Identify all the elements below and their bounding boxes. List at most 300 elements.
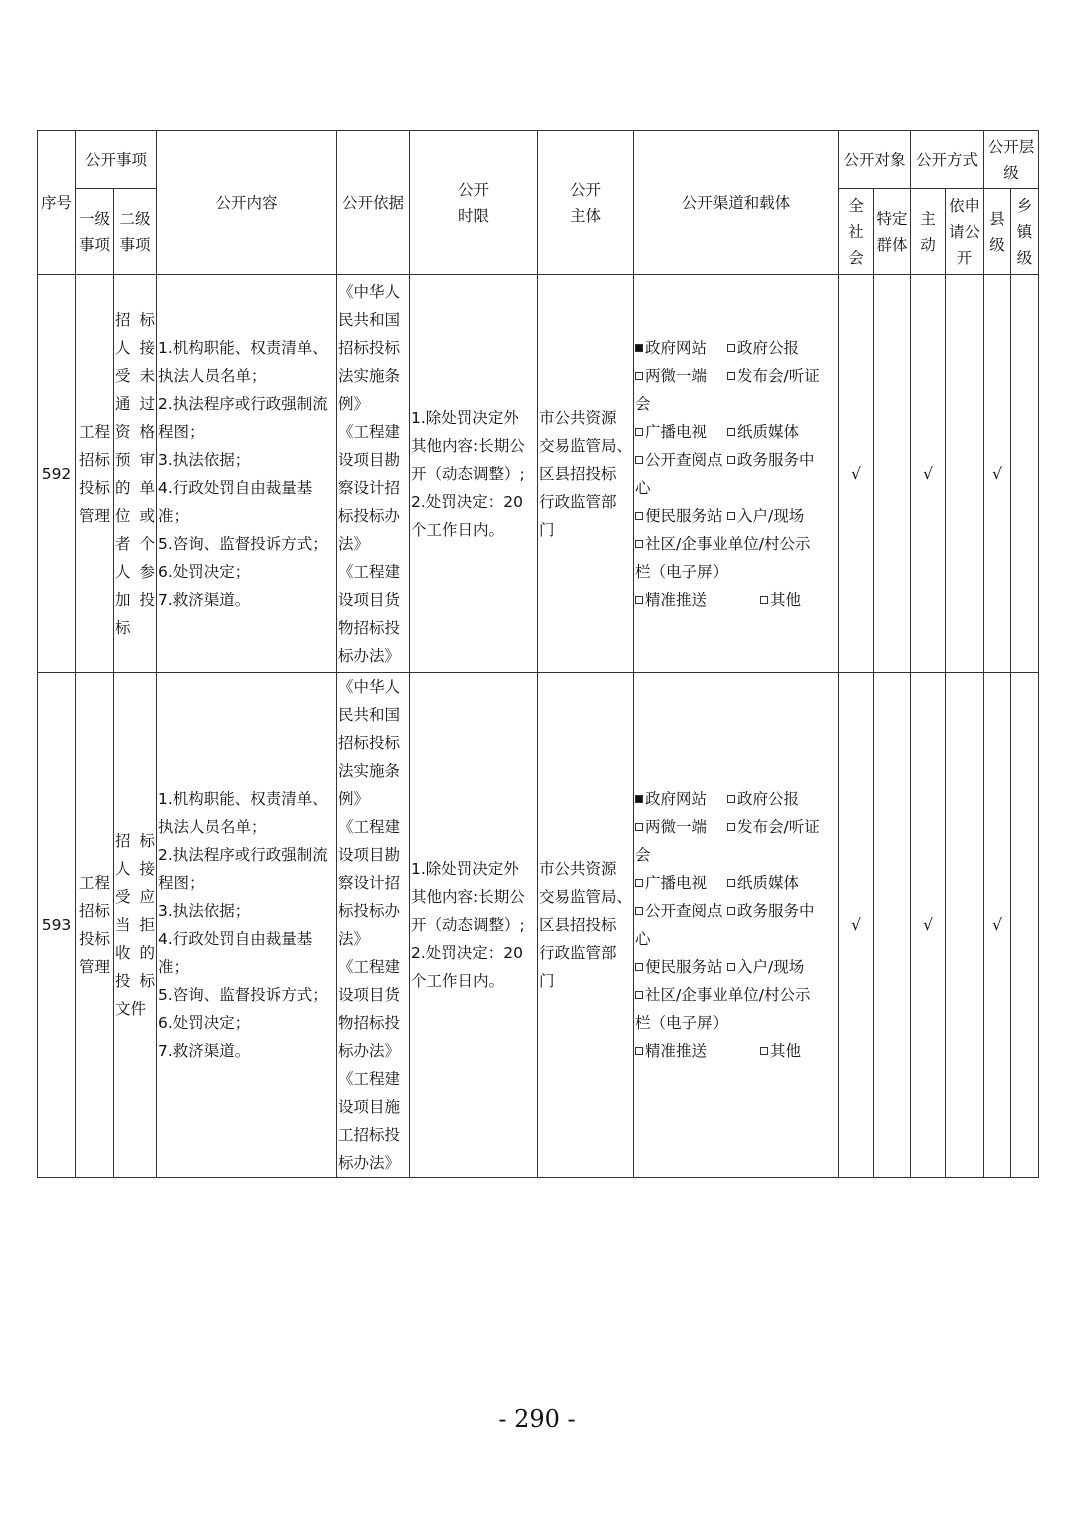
row-level2-char: 拒 <box>139 916 156 934</box>
channel-line <box>635 897 837 925</box>
channel-option-label: 公开查阅点 <box>645 450 723 469</box>
row-content-line: 执法人员名单； <box>158 818 267 836</box>
page-number: - 290 - <box>498 1405 576 1433</box>
channel-option <box>727 897 815 925</box>
header-timelimit <box>410 131 538 275</box>
row-level2-left <box>115 827 147 1023</box>
row-basis-line: 民共和国 <box>338 310 401 329</box>
channel-option <box>635 474 651 502</box>
row-method-apply <box>946 673 984 1178</box>
row-content-line: 2.执法程序或行政强制流 <box>158 394 328 413</box>
channel-option <box>760 1037 801 1065</box>
unchecked-box-icon <box>727 963 735 971</box>
channel-option-label: 心 <box>635 930 651 948</box>
row-level2-char: 人 <box>115 860 131 878</box>
unchecked-box-icon <box>635 596 643 604</box>
row-basis-line: 标办法》 <box>338 1154 401 1172</box>
row-content-line: 程图； <box>158 874 205 892</box>
row-seq: 593 <box>38 673 76 1178</box>
unchecked-box-icon <box>727 512 735 520</box>
row-level2-char: 文件 <box>115 1000 147 1018</box>
channel-option-label: 公开查阅点 <box>645 902 723 920</box>
row-timelimit-line: 开（动态调整）; <box>411 464 525 483</box>
row-basis <box>337 673 410 1178</box>
header-level2-line: 事项 <box>119 235 151 254</box>
row-basis-line: 《工程建 <box>338 1070 401 1088</box>
channel-line <box>635 813 837 841</box>
header-level-line: 级 <box>1003 163 1019 182</box>
row-basis-line: 法实施条 <box>338 366 401 385</box>
header-subject-line: 公开 <box>570 180 602 199</box>
row-timelimit <box>410 275 538 673</box>
header-level-line: 公开层 <box>987 137 1035 156</box>
row-seq: 592 <box>38 275 76 673</box>
row-level2-char: 通 <box>115 394 131 413</box>
row-level1-line: 投标 <box>78 478 110 497</box>
row-basis-line: 《工程建 <box>338 422 401 441</box>
header-target-specific-line: 群体 <box>876 235 908 254</box>
channel-option-label: 社区/企事业单位/村公示 <box>645 986 811 1004</box>
channel-option-label: 广播电视 <box>645 422 708 441</box>
header-channel: 公开渠道和载体 <box>634 131 839 275</box>
channel-option-label: 政府公报 <box>737 790 800 808</box>
row-basis <box>337 275 410 673</box>
channel-option <box>635 334 727 362</box>
channel-option-label: 纸质媒体 <box>737 874 800 892</box>
row-level2-char: 预 <box>115 450 131 469</box>
unchecked-box-icon <box>727 372 735 380</box>
channel-option <box>760 586 801 614</box>
header-timelimit-line: 时限 <box>458 206 490 225</box>
row-target-all: √ <box>839 275 874 673</box>
row-method-apply <box>946 275 984 673</box>
channel-option <box>727 418 799 446</box>
row-level2-columns <box>115 306 155 642</box>
row-channels <box>634 275 839 673</box>
header-target-specific-line: 特定 <box>876 209 908 228</box>
table-row <box>38 673 1039 1178</box>
row-timelimit-line: 其他内容:长期公 <box>411 888 525 906</box>
channel-line <box>635 586 837 614</box>
channel-option-label: 精准推送 <box>645 1042 708 1060</box>
row-level2-char: 的 <box>139 944 156 962</box>
row-content-line: 准； <box>158 506 190 525</box>
row-basis-line: 《工程建 <box>338 958 401 976</box>
unchecked-box-icon <box>727 456 735 464</box>
row-content-line: 6.处罚决定； <box>158 562 251 581</box>
unchecked-box-icon <box>635 963 643 971</box>
row-basis-line: 例》 <box>338 790 370 808</box>
row-basis-line: 察设计招 <box>338 478 401 497</box>
row-basis-line: 《中华人 <box>338 282 401 301</box>
unchecked-box-icon <box>727 795 735 803</box>
row-subject-line: 市公共资源 <box>539 860 617 878</box>
channel-option <box>635 446 727 474</box>
channel-option <box>635 502 727 530</box>
channel-option <box>635 869 727 897</box>
row-content-line: 5.咨询、监督投诉方式； <box>158 986 328 1004</box>
row-basis-line: 法》 <box>338 534 370 553</box>
channel-option <box>635 841 651 869</box>
header-subject <box>538 131 634 275</box>
channel-line <box>635 981 837 1009</box>
row-level-county: √ <box>984 673 1011 1178</box>
channel-option-label: 其他 <box>770 590 802 609</box>
channel-option <box>635 1009 728 1037</box>
row-basis-line: 《中华人 <box>338 678 401 696</box>
channel-option <box>727 869 799 897</box>
row-subject-line: 市公共资源 <box>539 408 617 427</box>
row-level2-columns <box>115 827 155 1023</box>
row-basis-line: 标投标办 <box>338 902 401 920</box>
unchecked-box-icon <box>635 456 643 464</box>
row-level2-right <box>137 306 155 642</box>
row-level2-char: 参 <box>139 562 156 581</box>
row-basis-line: 物招标投 <box>338 1014 401 1032</box>
checked-box-icon <box>635 344 643 352</box>
row-content-line: 2.执法程序或行政强制流 <box>158 846 328 864</box>
channel-option-label: 政务服务中 <box>737 450 815 469</box>
channel-line <box>635 925 837 953</box>
channel-option <box>635 390 651 418</box>
channel-option <box>635 785 727 813</box>
row-level1-line: 招标 <box>78 450 110 469</box>
row-content <box>157 673 337 1178</box>
row-level2-char: 受 <box>115 366 131 385</box>
row-level2-char: 加 <box>115 590 131 609</box>
channel-line <box>635 841 837 869</box>
channel-option <box>635 418 727 446</box>
channel-option-label: 纸质媒体 <box>737 422 800 441</box>
channel-option <box>727 502 804 530</box>
row-level1-line: 招标 <box>78 902 110 920</box>
channel-option-label: 其他 <box>770 1042 802 1060</box>
channel-option-label: 发布会/听证 <box>737 818 820 836</box>
row-timelimit-line: 2.处罚决定：20 <box>411 944 524 962</box>
row-content-line: 1.机构职能、权责清单、 <box>158 338 328 357</box>
row-subject-line: 门 <box>539 520 555 539</box>
row-basis-line: 标办法》 <box>338 1042 401 1060</box>
row-level2-char: 应 <box>139 888 156 906</box>
row-basis-line: 《工程建 <box>338 818 401 836</box>
row-level2-char: 受 <box>115 888 131 906</box>
header-method: 公开方式 <box>911 131 984 189</box>
row-content-line: 准； <box>158 958 190 976</box>
header-level-town-line: 乡 <box>1016 196 1033 215</box>
row-level2 <box>114 673 157 1178</box>
header-level-county <box>984 189 1011 275</box>
row-content-line: 1.机构职能、权责清单、 <box>158 790 328 808</box>
channel-option-label: 栏（电子屏） <box>635 562 729 581</box>
channel-option <box>635 813 727 841</box>
channel-option <box>635 981 810 1009</box>
row-level2-char: 招 <box>115 310 131 329</box>
channel-option-label: 便民服务站 <box>645 506 723 525</box>
channel-option-label: 两微一端 <box>645 818 708 836</box>
row-basis-line: 法实施条 <box>338 762 401 780</box>
row-level1 <box>76 673 114 1178</box>
header-target-all <box>839 189 874 275</box>
channel-line <box>635 1009 837 1037</box>
header-method-apply-line: 开 <box>956 248 973 267</box>
channel-line <box>635 390 837 418</box>
channel-option-label: 会 <box>635 846 651 864</box>
header-method-active-line: 主 <box>920 209 936 228</box>
row-level2-char: 接 <box>139 860 156 878</box>
row-level1 <box>76 275 114 673</box>
row-basis-line: 民共和国 <box>338 706 401 724</box>
channel-option-label: 政务服务中 <box>737 902 815 920</box>
row-level2-right <box>137 827 155 1023</box>
header-target: 公开对象 <box>839 131 911 189</box>
channel-option <box>635 953 727 981</box>
channel-line <box>635 558 837 586</box>
channel-option-label: 会 <box>635 394 651 413</box>
unchecked-box-icon <box>727 879 735 887</box>
row-content <box>157 275 337 673</box>
row-content-line: 3.执法依据； <box>158 902 251 920</box>
row-level2-char: 标 <box>139 832 156 850</box>
row-level1-line: 投标 <box>78 930 110 948</box>
channel-option-label: 政府网站 <box>645 790 708 808</box>
row-basis-line: 法》 <box>338 930 370 948</box>
channel-line <box>635 334 837 362</box>
header-level2-line: 二级 <box>119 209 151 228</box>
channel-option <box>635 530 810 558</box>
row-method-active: √ <box>911 275 946 673</box>
channel-option-label: 社区/企事业单位/村公示 <box>645 534 811 553</box>
unchecked-box-icon <box>727 823 735 831</box>
header-timelimit-line: 公开 <box>458 180 490 199</box>
row-level2-char: 当 <box>115 916 131 934</box>
header-method-apply-line: 请公 <box>949 222 981 241</box>
header-target-all-line: 全 <box>848 196 864 215</box>
channel-line <box>635 953 837 981</box>
row-level2-char: 位 <box>115 506 131 525</box>
row-level2-char: 或 <box>139 506 156 525</box>
row-basis-line: 招标投标 <box>338 734 401 752</box>
row-level2-char: 投 <box>139 590 156 609</box>
row-level2-char: 格 <box>139 422 156 441</box>
channel-option <box>727 334 799 362</box>
row-level2-char: 标 <box>139 310 156 329</box>
channel-option-label: 心 <box>635 478 651 497</box>
header-level-town-line: 镇 <box>1016 222 1033 241</box>
channel-line <box>635 530 837 558</box>
header-content: 公开内容 <box>157 131 337 275</box>
header-target-all-line: 会 <box>848 248 864 267</box>
channel-option <box>635 362 727 390</box>
row-basis-line: 工招标投 <box>338 1126 401 1144</box>
header-subject-line: 主体 <box>570 206 602 225</box>
row-level2-char: 人 <box>115 562 131 581</box>
channel-line <box>635 446 837 474</box>
row-basis-line: 例》 <box>338 394 370 413</box>
row-content-line: 3.执法依据； <box>158 450 251 469</box>
header-level-town <box>1011 189 1039 275</box>
row-basis-line: 物招标投 <box>338 618 401 637</box>
row-level-town <box>1011 275 1039 673</box>
row-timelimit-line: 1.除处罚决定外 <box>411 860 519 878</box>
row-method-active: √ <box>911 673 946 1178</box>
channel-option <box>727 953 804 981</box>
channel-option <box>727 813 820 841</box>
row-level-town <box>1011 673 1039 1178</box>
unchecked-box-icon <box>635 907 643 915</box>
row-content-line: 程图； <box>158 422 205 441</box>
unchecked-box-icon <box>635 428 643 436</box>
unchecked-box-icon <box>635 991 643 999</box>
channel-option-label: 发布会/听证 <box>737 366 820 385</box>
row-timelimit-line: 其他内容:长期公 <box>411 436 525 455</box>
row-level2-char: 投 <box>115 972 131 990</box>
row-subject-line: 门 <box>539 972 555 990</box>
unchecked-box-icon <box>635 512 643 520</box>
channel-line <box>635 869 837 897</box>
row-level2-char: 过 <box>139 394 156 413</box>
row-target-specific <box>874 673 911 1178</box>
unchecked-box-icon <box>635 372 643 380</box>
row-level2-char: 的 <box>115 478 131 497</box>
row-timelimit-line: 个工作日内。 <box>411 972 505 990</box>
row-content-line: 4.行政处罚自由裁量基 <box>158 930 313 948</box>
row-level2-char: 收 <box>115 944 131 962</box>
row-content-line: 7.救济渠道。 <box>158 1042 251 1060</box>
channel-option-label: 便民服务站 <box>645 958 723 976</box>
table-body <box>38 275 1039 1178</box>
row-basis-line: 设项目勘 <box>338 450 401 469</box>
row-subject <box>538 275 634 673</box>
channel-option-label: 广播电视 <box>645 874 708 892</box>
row-content-line: 执法人员名单； <box>158 366 267 385</box>
row-level2-left <box>115 306 137 642</box>
disclosure-table <box>37 130 1039 1178</box>
row-subject-line: 交易监管局、 <box>539 436 633 455</box>
channel-option-label: 政府公报 <box>737 338 800 357</box>
row-basis-line: 设项目货 <box>338 590 401 609</box>
unchecked-box-icon <box>635 1047 643 1055</box>
channel-option <box>635 586 760 614</box>
header-matters: 公开事项 <box>76 131 157 189</box>
channel-option <box>727 362 820 390</box>
header-level1-line: 一级 <box>78 209 110 228</box>
row-basis-line: 设项目货 <box>338 986 401 1004</box>
channel-option <box>635 925 651 953</box>
header-method-apply-line: 依申 <box>949 196 981 215</box>
header-method-active-line: 动 <box>920 235 936 254</box>
row-level2-char: 审 <box>139 450 156 469</box>
channel-option <box>635 1037 760 1065</box>
channel-option-label: 两微一端 <box>645 366 708 385</box>
channel-line <box>635 474 837 502</box>
row-basis-line: 察设计招 <box>338 874 401 892</box>
unchecked-box-icon <box>760 1047 768 1055</box>
row-subject-line: 区县招投标 <box>539 464 617 483</box>
unchecked-box-icon <box>727 344 735 352</box>
channel-option <box>635 897 727 925</box>
row-subject-line: 区县招投标 <box>539 916 617 934</box>
header-level1 <box>76 189 114 275</box>
row-basis-line: 标办法》 <box>338 646 401 665</box>
header-target-all-line: 社 <box>848 222 864 241</box>
unchecked-box-icon <box>727 907 735 915</box>
channel-line <box>635 418 837 446</box>
row-channels <box>634 673 839 1178</box>
row-level2-char: 资 <box>115 422 131 441</box>
row-basis-line: 招标投标 <box>338 338 401 357</box>
channel-option-label: 精准推送 <box>645 590 708 609</box>
channel-option <box>727 785 799 813</box>
row-target-specific <box>874 275 911 673</box>
row-level2-char: 个 <box>139 534 156 553</box>
header-target-specific <box>874 189 911 275</box>
header-level-county-line: 县 <box>989 209 1005 228</box>
header-level-town-line: 级 <box>1016 248 1033 267</box>
unchecked-box-icon <box>635 823 643 831</box>
channel-line <box>635 785 837 813</box>
header-method-apply <box>946 189 984 275</box>
channel-option-label: 政府网站 <box>645 338 708 357</box>
channel-option-label: 入户/现场 <box>737 506 805 525</box>
channel-line <box>635 502 837 530</box>
row-content-line: 5.咨询、监督投诉方式； <box>158 534 328 553</box>
channel-line <box>635 362 837 390</box>
row-level2-char: 人 <box>115 338 131 357</box>
row-level2-char: 标 <box>139 972 156 990</box>
row-content-line: 4.行政处罚自由裁量基 <box>158 478 313 497</box>
row-level2-char: 招 <box>115 832 131 850</box>
row-level1-line: 工程 <box>78 422 110 441</box>
unchecked-box-icon <box>635 540 643 548</box>
row-level1-line: 管理 <box>78 958 110 976</box>
row-level2-char: 单 <box>139 478 156 497</box>
row-level2-char: 标 <box>115 618 131 637</box>
header-level2 <box>114 189 157 275</box>
row-subject-line: 交易监管局、 <box>539 888 633 906</box>
channel-option <box>635 558 728 586</box>
row-basis-line: 设项目勘 <box>338 846 401 864</box>
channel-line <box>635 1037 837 1065</box>
header-level1-line: 事项 <box>78 235 110 254</box>
row-subject <box>538 673 634 1178</box>
header-level-county-line: 级 <box>989 235 1005 254</box>
table-row <box>38 275 1039 673</box>
header-basis: 公开依据 <box>337 131 410 275</box>
row-level2 <box>114 275 157 673</box>
channel-option-label: 栏（电子屏） <box>635 1014 729 1032</box>
row-level2-char: 未 <box>139 366 156 385</box>
row-level1-line: 工程 <box>78 874 110 892</box>
row-level-county: √ <box>984 275 1011 673</box>
row-timelimit-line: 个工作日内。 <box>411 520 505 539</box>
row-subject-line: 行政监管部 <box>539 944 617 962</box>
row-content-line: 7.救济渠道。 <box>158 590 251 609</box>
channel-option <box>727 446 815 474</box>
row-timelimit-line: 开（动态调整）; <box>411 916 525 934</box>
row-level2-char: 者 <box>115 534 131 553</box>
row-timelimit <box>410 673 538 1178</box>
row-level2-char: 接 <box>139 338 156 357</box>
channel-option-label: 入户/现场 <box>737 958 805 976</box>
checked-box-icon <box>635 795 643 803</box>
unchecked-box-icon <box>727 428 735 436</box>
row-timelimit-line: 2.处罚决定：20 <box>411 492 524 511</box>
row-timelimit-line: 1.除处罚决定外 <box>411 408 519 427</box>
row-target-all: √ <box>839 673 874 1178</box>
row-basis-line: 《工程建 <box>338 562 401 581</box>
row-content-line: 6.处罚决定； <box>158 1014 251 1032</box>
unchecked-box-icon <box>635 879 643 887</box>
